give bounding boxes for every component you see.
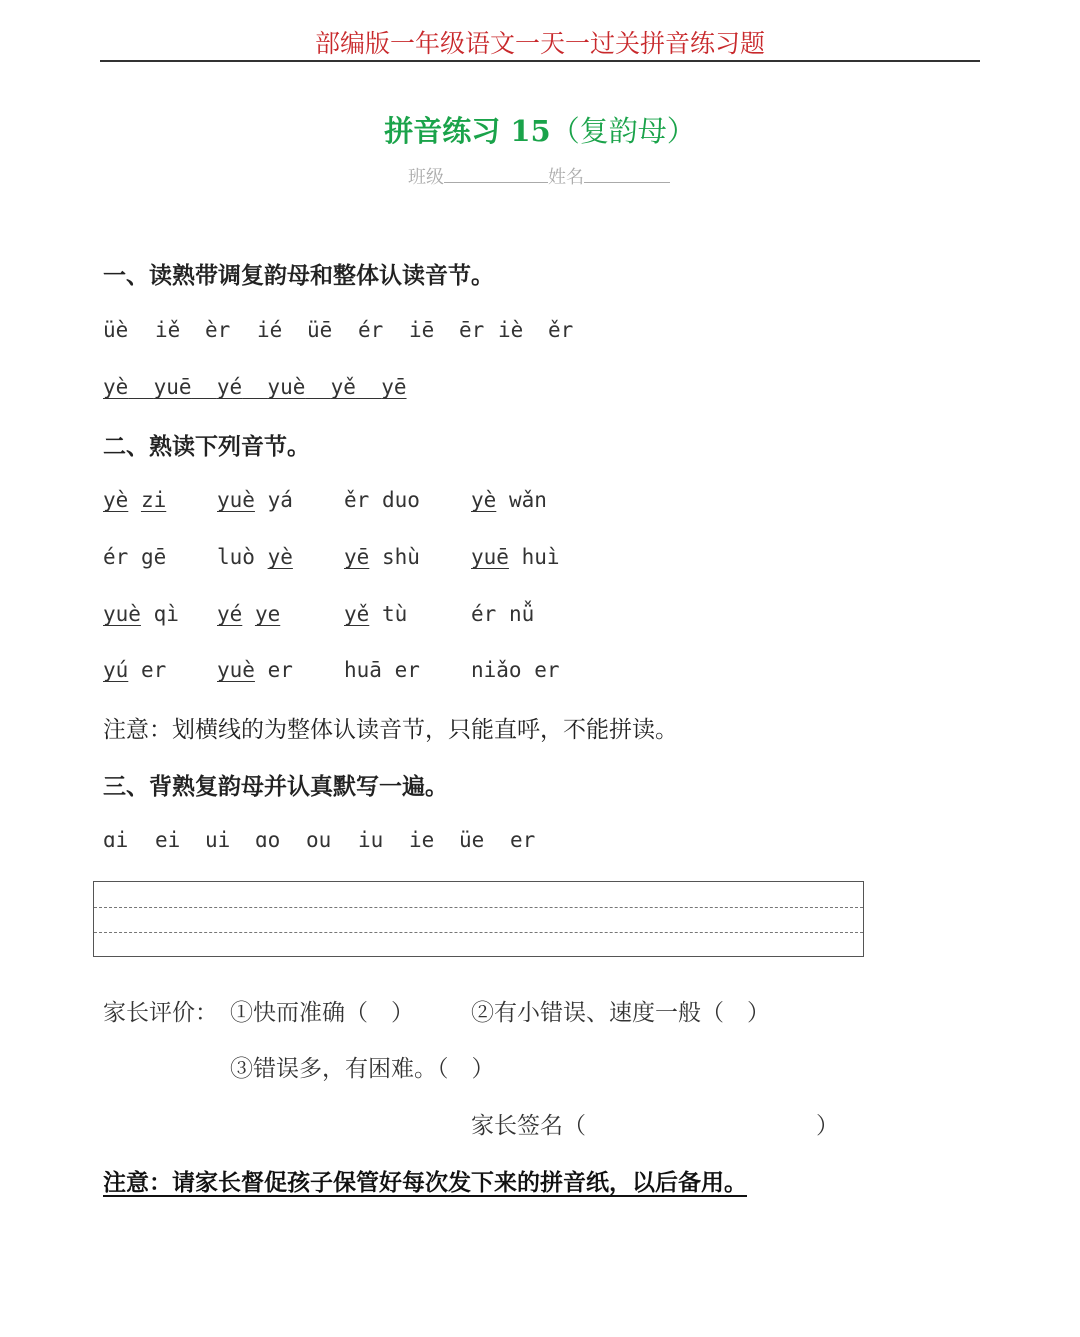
- syllable: er: [394, 658, 420, 682]
- word-pair: [344, 543, 420, 571]
- syllable: èr: [205, 318, 231, 342]
- final: ɑo: [255, 828, 281, 852]
- syllable: üè: [103, 318, 129, 342]
- word-pair: [103, 600, 179, 628]
- word-pair: [103, 656, 166, 684]
- syllable: yě: [344, 602, 370, 626]
- syllable: yuē: [153, 375, 192, 399]
- section1-row2: [103, 373, 407, 401]
- syllable: ér: [358, 318, 384, 342]
- syllable: ěr: [344, 488, 370, 512]
- final: iu: [358, 828, 384, 852]
- syllable: ēr: [459, 318, 485, 342]
- syllable: er: [267, 658, 293, 682]
- final: ou: [306, 828, 332, 852]
- syllable: ye: [254, 602, 281, 626]
- syllable: zi: [140, 488, 167, 512]
- syllable: iě: [155, 318, 181, 342]
- word-pair: [344, 486, 420, 514]
- section3-heading: 三、背熟复韵母并认真默写一遍。: [103, 773, 448, 800]
- section2-note: 注意：划横线的为整体认读音节，只能直呼，不能拼读。: [103, 717, 678, 743]
- word-pair: [103, 543, 166, 571]
- evaluation-option-3[interactable]: ③错误多，有困难。（ ）: [230, 1056, 495, 1082]
- word-pair: [217, 656, 293, 684]
- syllable: tù: [381, 602, 408, 626]
- writing-box[interactable]: [93, 881, 864, 957]
- writing-guide-line: [94, 907, 863, 908]
- syllable: üē: [307, 318, 333, 342]
- syllable: yè: [471, 488, 497, 512]
- syllable: yé: [216, 375, 243, 399]
- word-pair: [344, 656, 420, 684]
- page-title: [0, 112, 1080, 150]
- syllable: wǎn: [508, 488, 547, 512]
- final: ɑi: [103, 828, 129, 852]
- syllable: huā: [344, 658, 382, 682]
- syllable: yē: [344, 545, 370, 569]
- final: ei: [155, 828, 181, 852]
- word-pair: [471, 486, 547, 514]
- title-main: 拼音练习 15: [384, 114, 551, 148]
- syllable: yè: [103, 375, 129, 399]
- syllable: yè: [103, 488, 129, 512]
- word-pair: [217, 486, 293, 514]
- name-blank[interactable]: [584, 164, 670, 183]
- syllable: ér: [103, 545, 129, 569]
- syllable: niǎo: [471, 658, 522, 682]
- syllable: luò: [217, 545, 255, 569]
- title-paren: （复韵母）: [550, 114, 696, 148]
- syllable: qì: [153, 602, 179, 626]
- word-pair: [103, 486, 166, 514]
- syllable: yé: [217, 602, 243, 626]
- word-pair: [217, 543, 293, 571]
- section2-heading: 二、熟读下列音节。: [103, 433, 310, 460]
- syllable: yē: [381, 375, 407, 399]
- section1-heading: 一、读熟带调复韵母和整体认读音节。: [103, 262, 494, 289]
- syllable: duo: [381, 488, 420, 512]
- syllable: yuè: [217, 488, 255, 512]
- syllable: yú: [103, 658, 129, 682]
- syllable: iē: [409, 318, 435, 342]
- syllable: gē: [140, 545, 167, 569]
- evaluation-label: 家长评价：: [103, 1000, 218, 1026]
- final: üe: [459, 828, 485, 852]
- syllable: er: [534, 658, 560, 682]
- syllable: yuè: [103, 602, 141, 626]
- syllable: yè: [267, 545, 293, 569]
- syllable: yuè: [267, 375, 306, 399]
- word-pair: [471, 600, 534, 628]
- syllable: ér: [471, 602, 497, 626]
- class-name-line: [408, 163, 670, 189]
- syllable: yuè: [217, 658, 255, 682]
- evaluation-option-1[interactable]: ①快而准确（ ）: [230, 1000, 414, 1026]
- word-pair: [471, 543, 560, 571]
- syllable: yě: [330, 375, 356, 399]
- syllable: ié: [257, 318, 283, 342]
- syllable: er: [140, 658, 167, 682]
- evaluation-option-2[interactable]: ②有小错误、速度一般（ ）: [471, 1000, 770, 1026]
- final: er: [510, 828, 536, 852]
- header-rule: [100, 60, 980, 62]
- syllable: yá: [267, 488, 293, 512]
- syllable: shù: [381, 545, 420, 569]
- syllable: yuē: [471, 545, 509, 569]
- syllable: ěr: [548, 318, 574, 342]
- class-label: 班级: [408, 167, 444, 188]
- syllable: nǚ: [508, 602, 535, 626]
- syllable: huì: [521, 545, 560, 569]
- footer-note: 注意：请家长督促孩子保管好每次发下来的拼音纸，以后备用。: [103, 1169, 747, 1196]
- word-pair: [471, 656, 560, 684]
- word-pair: [217, 600, 280, 628]
- name-label: 姓名: [548, 167, 584, 188]
- final: ui: [205, 828, 231, 852]
- parent-signature[interactable]: 家长签名（ ）: [471, 1113, 839, 1139]
- word-pair: [344, 600, 407, 628]
- syllable: iè: [498, 318, 524, 342]
- header-title: 部编版一年级语文一天一过关拼音练习题: [314, 29, 765, 58]
- final: ie: [409, 828, 435, 852]
- writing-guide-line: [94, 932, 863, 933]
- class-blank[interactable]: [444, 164, 548, 183]
